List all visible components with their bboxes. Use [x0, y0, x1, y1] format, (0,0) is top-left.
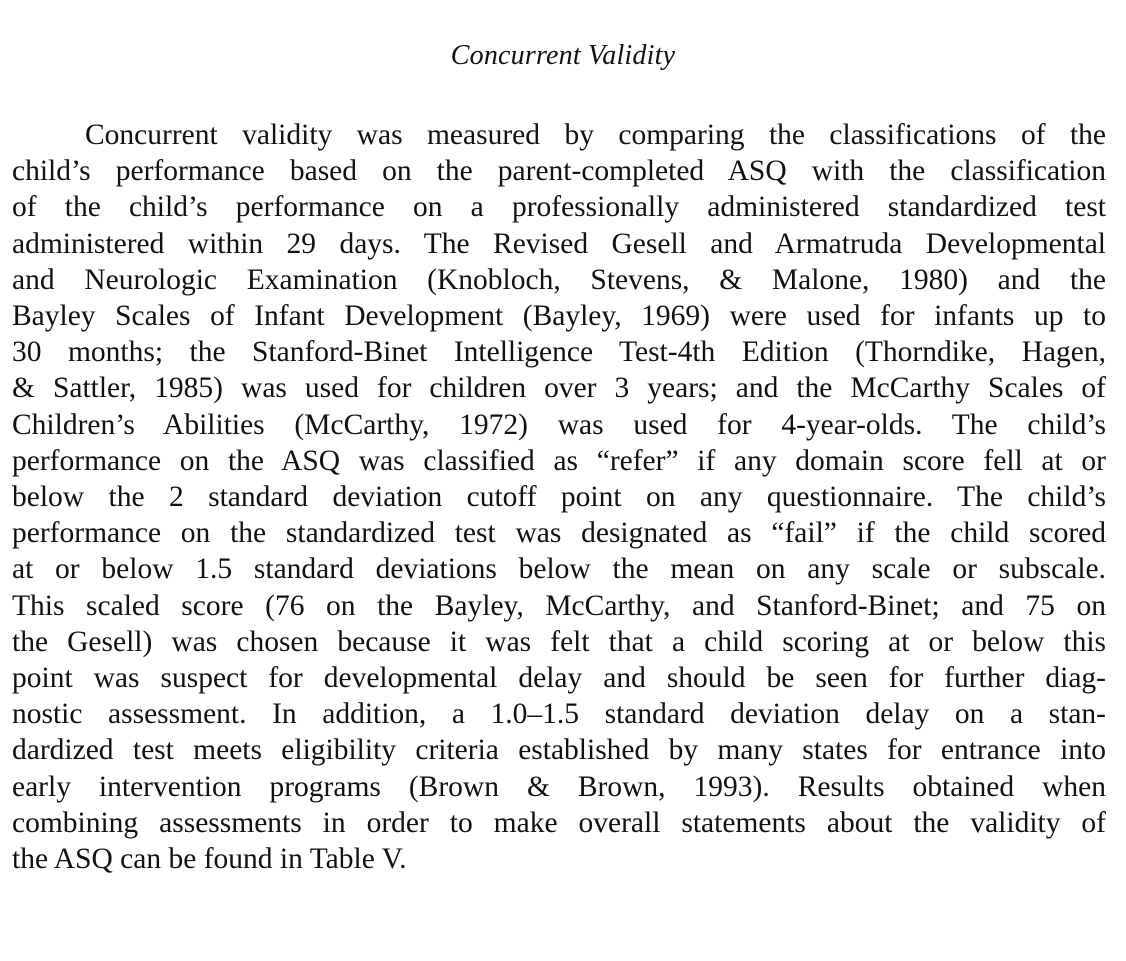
body-paragraph [12, 117, 1106, 877]
paragraph-line: child’s performance based on the parent-completed ASQ with the classification [12, 155, 1106, 188]
paragraph-line: Bayley Scales of Infant Development (Bayley, 1969) were used for infants up to [12, 300, 1106, 333]
paragraph-line: the Gesell) was chosen because it was felt that a child scoring at or below this [12, 625, 1106, 658]
paragraph-line: This scaled score (76 on the Bayley, McCarthy, and Stanford-Binet; and 75 on [12, 589, 1106, 622]
paragraph-line: dardized test meets eligibility criteria established by many states for entrance into [12, 734, 1106, 767]
paragraph-line: Concurrent validity was measured by comparing the classifications of the [85, 119, 1106, 151]
paragraph-line: performance on the standardized test was designated as “fail” if the child scored [12, 517, 1106, 550]
paragraph-line: administered within 29 days. The Revised Gesell and Armatruda Developmental [12, 227, 1106, 260]
paragraph-line: nostic assessment. In addition, a 1.0–1.5 standard deviation delay on a stan- [12, 698, 1106, 731]
paragraph-line: point was suspect for developmental delay and should be seen for further diag- [12, 662, 1106, 695]
paragraph-line: 30 months; the Stanford-Binet Intelligence Test-4th Edition (Thorndike, Hagen, [12, 336, 1106, 369]
paragraph-line: below the 2 standard deviation cutoff point on any questionnaire. The child’s [12, 481, 1106, 514]
paragraph-line: early intervention programs (Brown & Brown, 1993). Results obtained when [12, 770, 1106, 803]
paragraph-line: & Sattler, 1985) was used for children over 3 years; and the McCarthy Scales of [12, 372, 1106, 405]
paragraph-line: of the child’s performance on a professionally administered standardized test [12, 191, 1106, 224]
paragraph-line: Children’s Abilities (McCarthy, 1972) was used for 4-year-olds. The child’s [12, 408, 1106, 441]
section-heading: Concurrent Validity [450, 40, 676, 71]
paragraph-line: performance on the ASQ was classified as “refer” if any domain score fell at or [12, 444, 1106, 477]
paragraph-line: at or below 1.5 standard deviations below the mean on any scale or subscale. [12, 553, 1106, 586]
paragraph-line: combining assessments in order to make overall statements about the validity of [12, 806, 1106, 839]
paragraph-line: and Neurologic Examination (Knobloch, Stevens, & Malone, 1980) and the [12, 263, 1106, 296]
paragraph-line: the ASQ can be found in Table V. [12, 843, 407, 876]
